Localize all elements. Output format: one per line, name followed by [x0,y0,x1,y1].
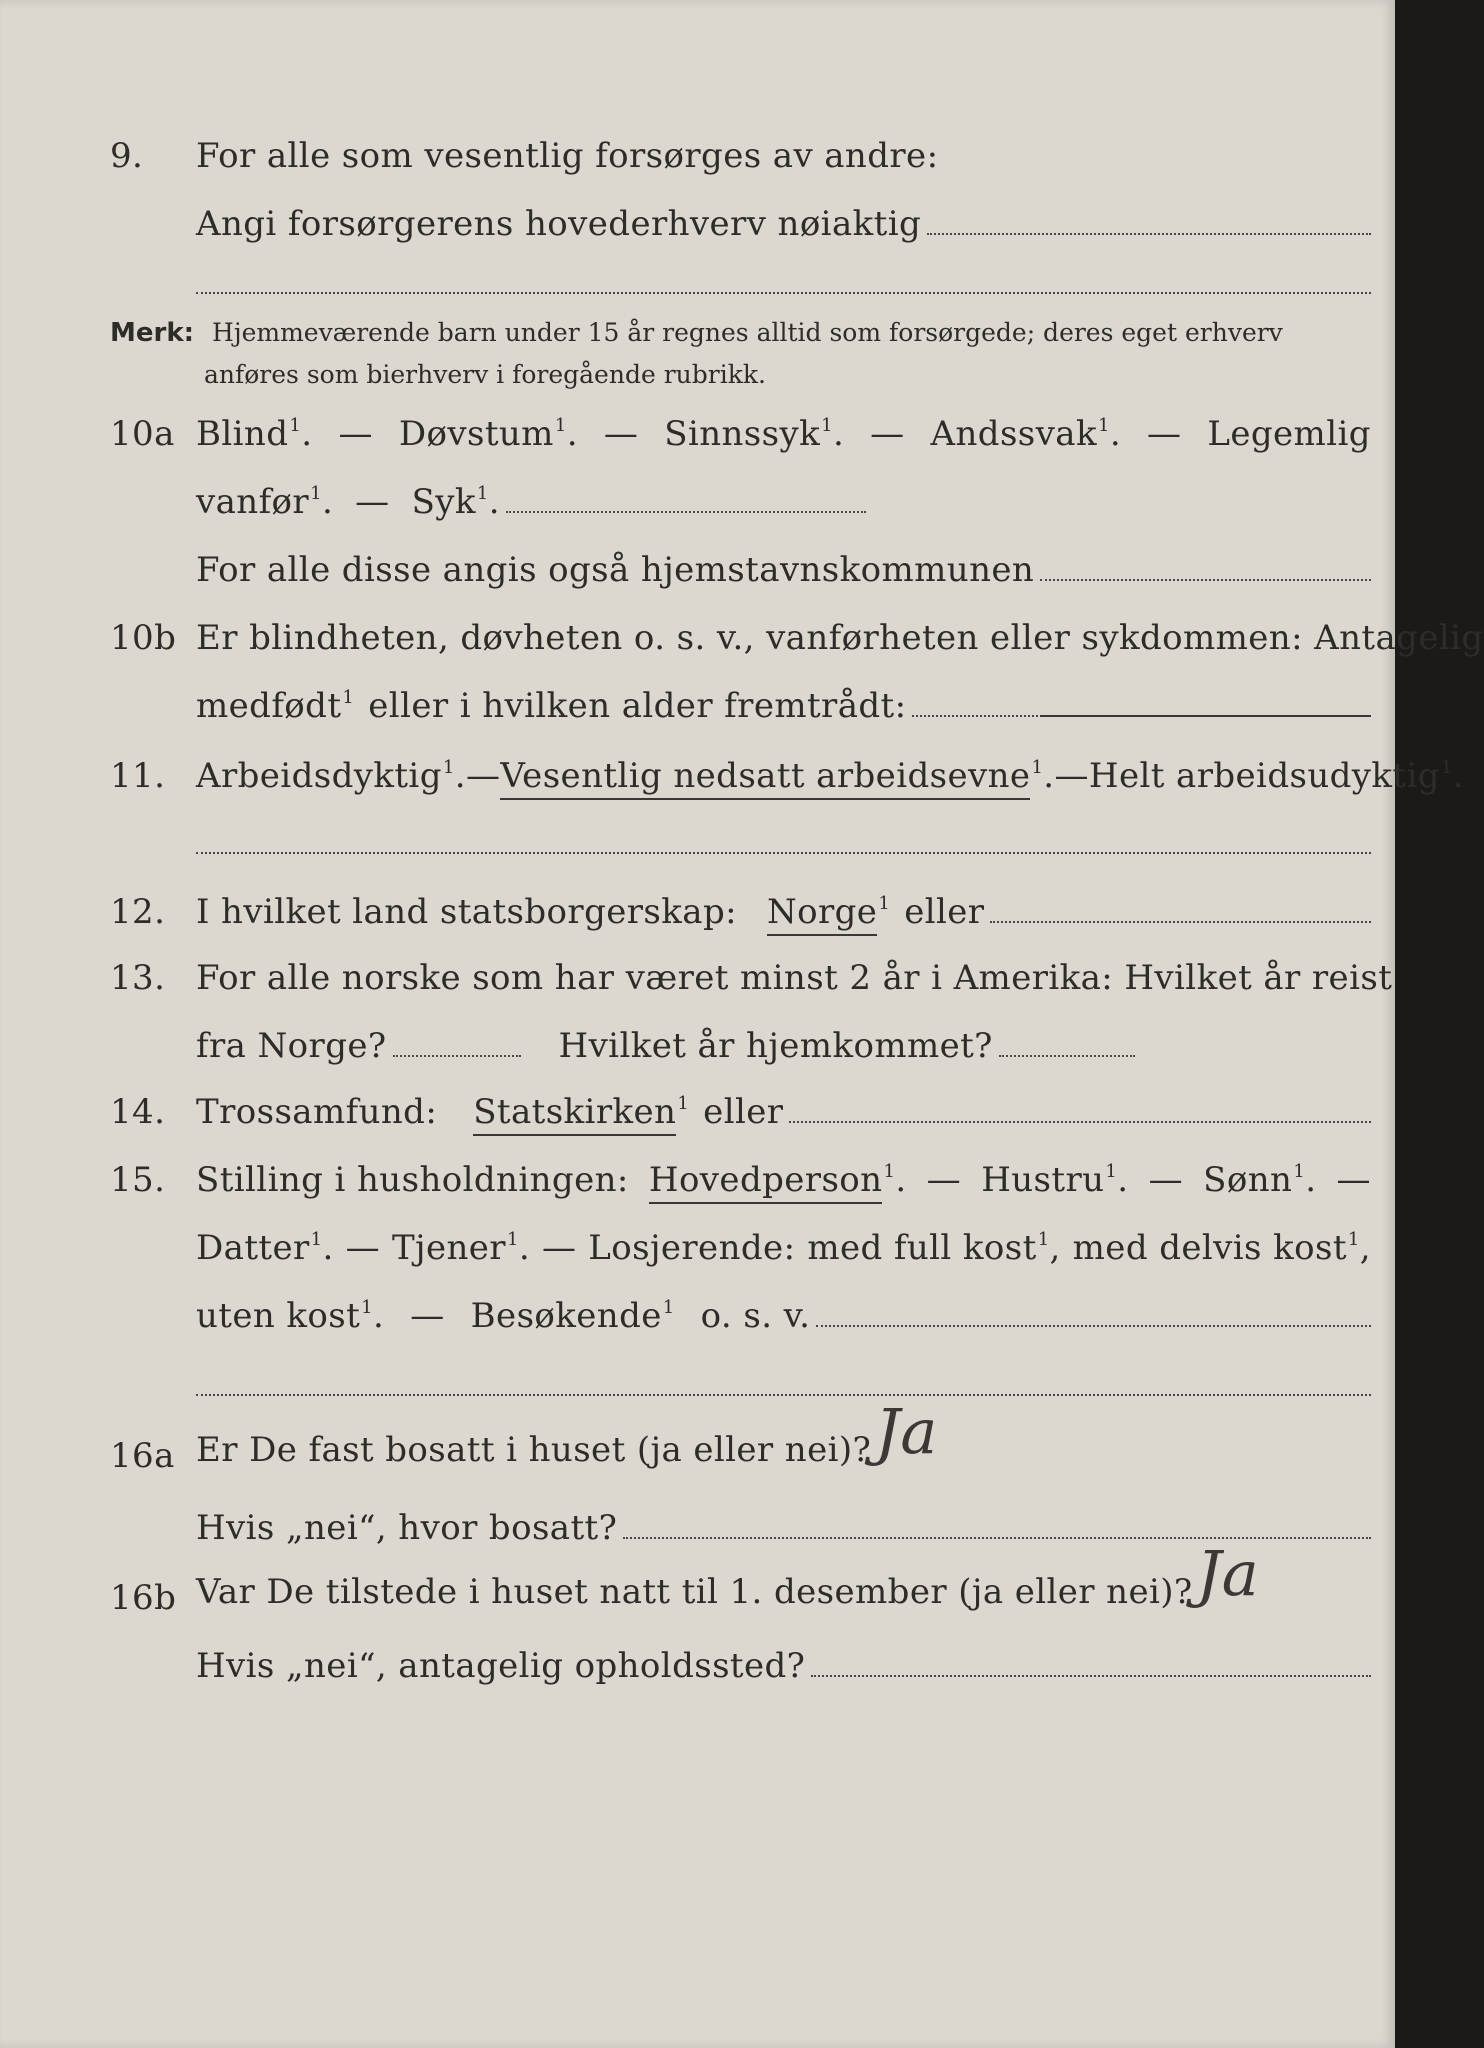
dash: — [541,1228,577,1268]
q14-number: 14. [110,1092,166,1132]
q15-number: 15. [110,1160,166,1200]
option-statskirken[interactable]: Statskirken$^1$ [473,1092,689,1132]
q11-number: 11. [110,756,166,796]
q16a-line2 [196,1508,1371,1548]
underlined-answer: Statskirken [473,1092,676,1136]
q10a-line2 [196,482,1371,522]
dash: — [355,482,390,522]
q10b-line2 [196,686,1371,726]
option-delvis-kost[interactable]: med delvis kost$^1$, [1072,1228,1371,1268]
option-arbeidsdyktig[interactable]: Arbeidsdyktig$^1$. [196,756,466,796]
q10a-row2 [0,474,1395,534]
dash: — [603,414,639,454]
option-sinnssyk[interactable]: Sinnssyk$^1$. [664,414,845,454]
merk-note [110,312,1370,396]
eller-label: eller [904,892,985,932]
q15-extra-field[interactable] [196,1394,1371,1396]
q16a-number: 16a [110,1436,175,1476]
dash: — [1336,1160,1371,1200]
q16b-row1 [0,1537,1395,1630]
q12-number: 12. [110,892,166,932]
dash: — [1148,1160,1184,1200]
q14-row [0,1084,1395,1144]
q14-text: Trossamfund: [196,1092,438,1132]
q16b-number: 16b [110,1578,177,1618]
q16b-line1 [196,1537,1371,1618]
dash: — [1147,414,1182,454]
option-sonn[interactable]: Sønn$^1$. [1203,1160,1317,1200]
q15-row3 [0,1288,1395,1348]
q13-text: For alle norske som har været minst 2 år i Amerika: Hvilket år reist [196,958,1393,998]
q9-row2 [0,196,1395,256]
q12-field[interactable] [990,921,1371,923]
q9-number: 9. [110,136,144,176]
q10a-line1 [196,414,1371,454]
q16b-line2 [196,1646,1371,1686]
option-medfodt[interactable]: medfødt$^1$ [196,686,355,726]
q10a-row3 [0,542,1395,602]
q10b-number: 10b [110,618,177,658]
dash: — [1054,756,1089,796]
q10a-row1 [0,406,1395,466]
q16a-line1 [196,1395,1371,1476]
option-hovedperson[interactable]: Hovedperson$^1$. [649,1160,907,1200]
dash: — [870,414,905,454]
hjemstavn-field[interactable] [1040,579,1371,581]
eller-label: eller [703,1092,784,1132]
q13-line2 [196,1026,1371,1066]
q9-line2 [196,204,1371,244]
q15-line3 [196,1296,1371,1336]
q13-row2 [0,1018,1395,1078]
hjemstavn-label: For alle disse angis også hjemstavnskommunen [196,550,1035,590]
hjemkommet-label: Hvilket år hjemkommet? [558,1026,993,1066]
alder-label: eller i hvilken alder fremtrådt: [368,686,907,726]
option-syk[interactable]: Syk$^1$. [411,482,500,522]
q9-line1 [196,136,1371,176]
fra-norge-label: fra Norge? [196,1026,387,1066]
q13-number: 13. [110,958,166,998]
hjemkommet-field[interactable] [999,1055,1135,1057]
q10a-line3 [196,550,1371,590]
dash: — [926,1160,962,1200]
q10a-number: 10a [110,414,175,454]
q9-provider-label: Angi forsørgerens hovederhverv nøiaktig [196,204,922,244]
q14-line [196,1092,1371,1132]
alder-line [1040,715,1371,717]
q12-text: I hvilket land statsborgerskap: [196,892,737,932]
underlined-answer: Vesentlig nedsatt arbeidsevne [500,756,1030,800]
q15-line1 [196,1160,1371,1200]
q15-row1 [0,1152,1395,1212]
dash: — [465,756,501,796]
underlined-answer: Norge [767,892,877,936]
option-blind[interactable]: Blind$^1$. [196,414,313,454]
dash: — [338,414,373,454]
option-hustru[interactable]: Hustru$^1$. [981,1160,1129,1200]
option-dovstum[interactable]: Døvstum$^1$. [398,414,578,454]
opholdssted-label: Hvis „nei“, antagelig opholdssted? [196,1646,806,1686]
option-vanfor[interactable]: vanfør$^1$. [196,482,334,522]
q9-row [0,128,1395,188]
q14-field[interactable] [789,1121,1371,1123]
bosatt-label: Hvis „nei“, hvor bosatt? [196,1508,618,1548]
q13-line1 [196,958,1393,998]
losjerende-label: Losjerende: [588,1228,796,1268]
q10b-text: Er blindheten, døvheten o. s. v., vanførheten eller sykdommen: Antagelig [196,618,1484,658]
q9-text: For alle som vesentlig forsørges av andre: [196,136,939,176]
option-uten-kost[interactable]: uten kost$^1$. [196,1296,385,1336]
opholdssted-field[interactable] [811,1675,1371,1677]
q16a-row1 [0,1395,1395,1488]
merk-line1: Hjemmeværende barn under 15 år regnes alltid som forsørgede; deres eget erhverv [212,318,1283,347]
stilling-label: Stilling i husholdningen: [196,1160,629,1200]
q16a-handwritten-answer[interactable]: Ja [875,1395,938,1468]
option-tjener[interactable]: Tjener$^1$. [391,1228,531,1268]
osv-label: o. s. v. [700,1296,811,1336]
q11-row [0,748,1464,808]
q12-line [196,892,1371,932]
option-datter[interactable]: Datter$^1$. [196,1228,334,1268]
dash: — [345,1228,381,1268]
q15-row2 [0,1220,1395,1280]
q11-line [196,756,1464,796]
option-besokende[interactable]: Besøkende$^1$ [470,1296,675,1336]
q10b-line1 [196,618,1484,658]
q9-provider-field[interactable] [927,233,1371,235]
option-norge[interactable]: Norge$^1$ [767,892,890,932]
q16b-handwritten-answer[interactable]: Ja [1196,1537,1260,1610]
q10b-row2 [0,678,1395,738]
option-nedsatt[interactable]: Vesentlig nedsatt arbeidsevne$^1$. [500,756,1054,796]
syk-field[interactable] [506,511,866,513]
q16b-text: Var De tilstede i huset natt til 1. desember (ja eller nei)? [196,1572,1193,1612]
fra-norge-field[interactable] [393,1055,521,1057]
q15-field[interactable] [816,1325,1371,1327]
q15-line2 [196,1228,1371,1268]
option-legemlig[interactable]: Legemlig [1207,414,1371,454]
underlined-answer: Hovedperson [649,1160,883,1204]
q9-extra-field[interactable] [196,292,1371,294]
q13-row1 [0,950,1395,1010]
q12-row [0,884,1395,944]
merk-label: Merk: [110,318,195,348]
option-udyktig[interactable]: Helt arbeidsudyktig$^1$. [1088,756,1464,796]
dash: — [410,1296,445,1336]
q16b-row2 [0,1638,1395,1698]
option-full-kost[interactable]: med full kost$^1$, [807,1228,1061,1268]
alder-field[interactable] [912,715,1038,717]
q10b-row1 [0,610,1484,670]
merk-line2: anføres som bierhverv i foregående rubrikk. [204,360,766,389]
q11-extra-field[interactable] [196,852,1371,854]
option-andssvak[interactable]: Andssvak$^1$. [930,414,1122,454]
q16a-text: Er De fast bosatt i huset (ja eller nei)? [196,1430,872,1470]
